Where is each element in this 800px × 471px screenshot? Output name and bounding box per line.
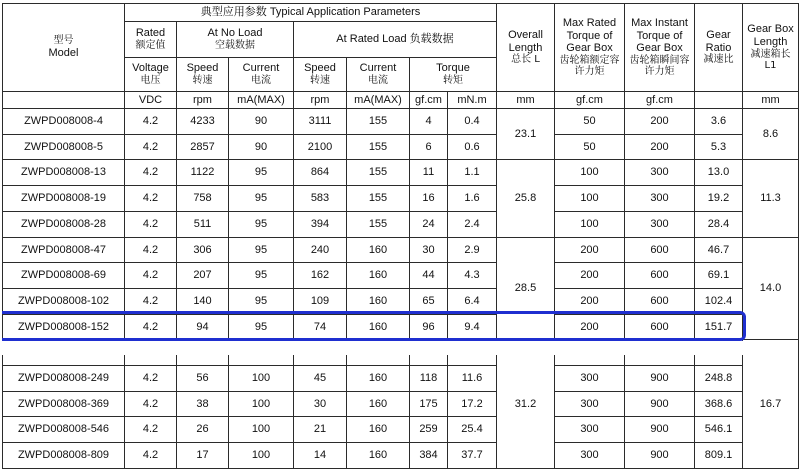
cell-overall-length: 28.5 xyxy=(497,237,555,340)
cell-load-speed: 240 xyxy=(294,237,347,263)
cell-max-rated-torque: 200 xyxy=(555,288,625,314)
cell-load-speed: 162 xyxy=(294,263,347,289)
unit-gear-ratio xyxy=(695,92,743,109)
header-no-load-en: At No Load xyxy=(207,27,263,40)
cell-load-current: 160 xyxy=(347,391,410,417)
header-voltage-en: Voltage xyxy=(132,62,169,75)
cell-load-speed: 45 xyxy=(294,366,347,392)
table-row xyxy=(3,314,799,340)
table-row xyxy=(3,211,799,237)
cell-torque-gfcm: 30 xyxy=(410,237,448,263)
cell-max-instant-torque: 600 xyxy=(625,237,695,263)
cell-gear-ratio: 19.2 xyxy=(695,186,743,212)
cell-voltage: 4.2 xyxy=(125,314,177,340)
unit-noload-speed: rpm xyxy=(177,92,229,109)
cell-voltage: 4.2 xyxy=(125,109,177,135)
units-row xyxy=(3,92,799,109)
cell-gear-ratio: 28.4 xyxy=(695,211,743,237)
cell-max-rated-torque: 100 xyxy=(555,186,625,212)
cell-voltage: 4.2 xyxy=(125,237,177,263)
cell-torque-gfcm: 4 xyxy=(410,109,448,135)
cell-noload-current: 95 xyxy=(229,288,294,314)
cell-load-speed: 30 xyxy=(294,391,347,417)
cell-load-current: 160 xyxy=(347,314,410,340)
cell-noload-speed: 140 xyxy=(177,288,229,314)
cell-load-current: 160 xyxy=(347,237,410,263)
cell-torque-gfcm: 44 xyxy=(410,263,448,289)
cell-max-instant-torque: 900 xyxy=(625,443,695,469)
cell-gear-ratio: 102.4 xyxy=(695,288,743,314)
cell-model: ZWPD008008-47 xyxy=(3,237,125,263)
cell-torque-mnm: 2.4 xyxy=(448,211,497,237)
cell-noload-current: 95 xyxy=(229,263,294,289)
cell-load-speed: 14 xyxy=(294,443,347,469)
cell-voltage: 4.2 xyxy=(125,186,177,212)
cell-max-instant-torque: 300 xyxy=(625,186,695,212)
header-load-current xyxy=(347,58,410,92)
cell-max-instant-torque: 200 xyxy=(625,134,695,160)
cell-torque-gfcm: 16 xyxy=(410,186,448,212)
cell-max-rated-torque: 100 xyxy=(555,160,625,186)
cell-load-current: 160 xyxy=(347,263,410,289)
header-voltage xyxy=(125,58,177,92)
header-max-instant-torque-cn: 齿轮箱瞬间容许力矩 xyxy=(629,54,690,78)
cell-load-speed: 3111 xyxy=(294,109,347,135)
cell-gearbox-length: 8.6 xyxy=(743,109,799,160)
cell-noload-speed: 38 xyxy=(177,391,229,417)
cell-load-speed: 109 xyxy=(294,288,347,314)
header-torque-cn: 转矩 xyxy=(443,75,463,87)
table-row xyxy=(3,263,799,289)
cell-load-current: 155 xyxy=(347,134,410,160)
cell-model: ZWPD008008-102 xyxy=(3,288,125,314)
cell-max-instant-torque: 600 xyxy=(625,314,695,340)
cell-gear-ratio: 3.6 xyxy=(695,109,743,135)
cell-torque-gfcm: 24 xyxy=(410,211,448,237)
cell-max-rated-torque: 50 xyxy=(555,109,625,135)
cell-max-instant-torque: 300 xyxy=(625,160,695,186)
header-voltage-cn: 电压 xyxy=(140,75,161,87)
cell-max-instant-torque: 200 xyxy=(625,109,695,135)
cell-load-speed: 2100 xyxy=(294,134,347,160)
header-rated xyxy=(125,22,177,58)
cell-max-rated-torque: 300 xyxy=(555,417,625,443)
cell-gear-ratio: 151.7 xyxy=(695,314,743,340)
cell-torque-mnm: 25.4 xyxy=(448,417,497,443)
cell-noload-current: 95 xyxy=(229,211,294,237)
header-max-instant-torque xyxy=(625,4,695,92)
cell-torque-gfcm: 175 xyxy=(410,391,448,417)
cell-model: ZWPD008008-4 xyxy=(3,109,125,135)
cell-load-speed: 864 xyxy=(294,160,347,186)
unit-model xyxy=(3,92,125,109)
table-row xyxy=(3,391,799,417)
table-row xyxy=(3,134,799,160)
unit-load-current: mA(MAX) xyxy=(347,92,410,109)
cell-model: ZWPD008008-5 xyxy=(3,134,125,160)
header-overall-length-cn: 总长 L xyxy=(511,54,540,66)
header-rated-load: At Rated Load 负载数据 xyxy=(294,22,497,58)
cell-noload-speed: 26 xyxy=(177,417,229,443)
cell-noload-current: 100 xyxy=(229,366,294,392)
header-noload-current xyxy=(229,58,294,92)
cell-torque-mnm: 37.7 xyxy=(448,443,497,469)
cell-voltage: 4.2 xyxy=(125,134,177,160)
cell-torque-mnm: 17.2 xyxy=(448,391,497,417)
cell-torque-mnm: 9.4 xyxy=(448,314,497,340)
cell-noload-speed: 4233 xyxy=(177,109,229,135)
unit-gearbox-length: mm xyxy=(743,92,799,109)
unit-max-rated-torque: gf.cm xyxy=(555,92,625,109)
cell-max-instant-torque: 900 xyxy=(625,366,695,392)
cell-model: ZWPD008008-69 xyxy=(3,263,125,289)
cell-torque-gfcm: 96 xyxy=(410,314,448,340)
cell-noload-current: 95 xyxy=(229,186,294,212)
cell-noload-current: 90 xyxy=(229,109,294,135)
cell-noload-speed: 758 xyxy=(177,186,229,212)
header-torque xyxy=(410,58,497,92)
cell-model: ZWPD008008-13 xyxy=(3,160,125,186)
unit-load-speed: rpm xyxy=(294,92,347,109)
cell-noload-speed: 2857 xyxy=(177,134,229,160)
cell-load-current: 160 xyxy=(347,366,410,392)
cell-load-speed: 394 xyxy=(294,211,347,237)
cell-noload-speed: 207 xyxy=(177,263,229,289)
cell-gear-ratio: 5.3 xyxy=(695,134,743,160)
cell-max-rated-torque: 200 xyxy=(555,263,625,289)
table-row xyxy=(3,186,799,212)
cell-voltage: 4.2 xyxy=(125,443,177,469)
table-row xyxy=(3,443,799,469)
header-noload-speed-cn: 转速 xyxy=(192,75,213,87)
cell-load-speed: 74 xyxy=(294,314,347,340)
cell-load-speed: 21 xyxy=(294,417,347,443)
header-gearbox-length-en: Gear Box Length xyxy=(747,23,794,48)
cell-gear-ratio: 69.1 xyxy=(695,263,743,289)
cell-noload-current: 95 xyxy=(229,314,294,340)
header-noload-speed-en: Speed xyxy=(186,62,219,75)
header-max-instant-torque-en: Max Instant Torque of Gear Box xyxy=(631,17,688,55)
header-load-speed-en: Speed xyxy=(304,62,336,75)
cell-model: ZWPD008008-19 xyxy=(3,186,125,212)
cell-voltage: 4.2 xyxy=(125,391,177,417)
cell-gear-ratio: 248.8 xyxy=(695,366,743,392)
cell-load-current: 160 xyxy=(347,443,410,469)
cell-max-rated-torque: 200 xyxy=(555,314,625,340)
cell-load-current: 160 xyxy=(347,288,410,314)
unit-voltage: VDC xyxy=(125,92,177,109)
cell-max-rated-torque: 200 xyxy=(555,237,625,263)
cell-torque-mnm: 0.4 xyxy=(448,109,497,135)
cell-load-current: 155 xyxy=(347,160,410,186)
header-load-speed-cn: 转速 xyxy=(310,75,330,87)
cell-gearbox-length: 11.3 xyxy=(743,160,799,237)
cell-model: ZWPD008008-152 xyxy=(3,314,125,340)
cell-torque-mnm: 0.6 xyxy=(448,134,497,160)
cell-max-instant-torque: 600 xyxy=(625,263,695,289)
cell-load-current: 155 xyxy=(347,109,410,135)
cell-max-rated-torque: 100 xyxy=(555,211,625,237)
cell-gearbox-length: 14.0 xyxy=(743,237,799,340)
cell-noload-current: 100 xyxy=(229,443,294,469)
cell-torque-gfcm: 118 xyxy=(410,366,448,392)
cell-gear-ratio: 46.7 xyxy=(695,237,743,263)
header-max-rated-torque xyxy=(555,4,625,92)
header-model-en: Model xyxy=(48,46,79,59)
table-row xyxy=(3,160,799,186)
table-row xyxy=(3,417,799,443)
cell-gear-ratio: 368.6 xyxy=(695,391,743,417)
cell-model: ZWPD008008-809 xyxy=(3,443,125,469)
parameters-table xyxy=(2,3,799,469)
cell-overall-length: 23.1 xyxy=(497,109,555,160)
cell-torque-mnm: 11.6 xyxy=(448,366,497,392)
cell-max-instant-torque: 900 xyxy=(625,391,695,417)
header-gearbox-length xyxy=(743,4,799,92)
header-torque-en: Torque xyxy=(436,62,470,75)
cell-max-instant-torque: 600 xyxy=(625,288,695,314)
cell-noload-speed: 1122 xyxy=(177,160,229,186)
cell-noload-current: 95 xyxy=(229,160,294,186)
header-overall-length xyxy=(497,4,555,92)
header-noload-current-en: Current xyxy=(242,62,280,75)
cell-torque-gfcm: 259 xyxy=(410,417,448,443)
table-row xyxy=(3,237,799,263)
cell-torque-gfcm: 65 xyxy=(410,288,448,314)
cell-max-instant-torque: 300 xyxy=(625,211,695,237)
cell-torque-mnm: 4.3 xyxy=(448,263,497,289)
cell-noload-speed: 17 xyxy=(177,443,229,469)
cell-voltage: 4.2 xyxy=(125,160,177,186)
header-no-load xyxy=(177,22,294,58)
cell-gearbox-length: 16.7 xyxy=(743,340,799,469)
occluded-row-fragment xyxy=(2,341,746,355)
header-load-speed xyxy=(294,58,347,92)
cell-torque-gfcm: 11 xyxy=(410,160,448,186)
header-load-current-cn: 电流 xyxy=(368,75,388,87)
cell-max-rated-torque: 300 xyxy=(555,366,625,392)
header-gear-ratio-en: Gear Ratio xyxy=(705,29,732,54)
header-noload-current-cn: 电流 xyxy=(251,75,271,87)
header-gear-ratio xyxy=(695,4,743,92)
header-typical-params: 典型应用参数 Typical Application Parameters xyxy=(125,4,497,22)
cell-voltage: 4.2 xyxy=(125,366,177,392)
header-model xyxy=(3,4,125,92)
header-no-load-cn: 空载数据 xyxy=(215,40,255,52)
cell-gear-ratio: 13.0 xyxy=(695,160,743,186)
cell-torque-mnm: 1.1 xyxy=(448,160,497,186)
cell-noload-current: 90 xyxy=(229,134,294,160)
cell-load-current: 155 xyxy=(347,211,410,237)
cell-load-speed: 583 xyxy=(294,186,347,212)
table-row xyxy=(3,109,799,135)
table-row xyxy=(3,366,799,392)
cell-model: ZWPD008008-369 xyxy=(3,391,125,417)
header-max-rated-torque-en: Max Rated Torque of Gear Box xyxy=(562,17,617,55)
header-gearbox-length-cn: 减速箱长 L1 xyxy=(750,48,791,72)
cell-gear-ratio: 546.1 xyxy=(695,417,743,443)
unit-noload-current: mA(MAX) xyxy=(229,92,294,109)
cell-noload-speed: 94 xyxy=(177,314,229,340)
header-rated-en: Rated xyxy=(135,27,166,40)
cell-model: ZWPD008008-28 xyxy=(3,211,125,237)
header-load-current-en: Current xyxy=(359,62,397,75)
cell-noload-current: 95 xyxy=(229,237,294,263)
header-gear-ratio-cn: 减速比 xyxy=(703,54,734,66)
cell-model: ZWPD008008-546 xyxy=(3,417,125,443)
cell-overall-length: 31.2 xyxy=(497,340,555,469)
unit-max-instant-torque: gf.cm xyxy=(625,92,695,109)
unit-torque-mnm: mN.m xyxy=(448,92,497,109)
cell-load-current: 160 xyxy=(347,417,410,443)
cell-voltage: 4.2 xyxy=(125,211,177,237)
header-max-rated-torque-cn: 齿轮箱额定容许力矩 xyxy=(559,54,620,78)
header-overall-length-en: Overall Length xyxy=(508,29,543,54)
cell-noload-speed: 306 xyxy=(177,237,229,263)
unit-overall-length: mm xyxy=(497,92,555,109)
cell-gear-ratio: 809.1 xyxy=(695,443,743,469)
cell-noload-current: 100 xyxy=(229,417,294,443)
cell-torque-mnm: 1.6 xyxy=(448,186,497,212)
cell-model: ZWPD008008-249 xyxy=(3,366,125,392)
cell-max-rated-torque: 50 xyxy=(555,134,625,160)
cell-torque-mnm: 6.4 xyxy=(448,288,497,314)
cell-voltage: 4.2 xyxy=(125,288,177,314)
header-model-cn: 型号 xyxy=(53,35,74,47)
cell-voltage: 4.2 xyxy=(125,263,177,289)
header-noload-speed xyxy=(177,58,229,92)
header-rated-cn: 额定值 xyxy=(135,40,166,52)
table-row xyxy=(3,288,799,314)
cell-torque-gfcm: 6 xyxy=(410,134,448,160)
cell-max-rated-torque: 300 xyxy=(555,443,625,469)
cell-torque-gfcm: 384 xyxy=(410,443,448,469)
cell-overall-length: 25.8 xyxy=(497,160,555,237)
cell-noload-speed: 511 xyxy=(177,211,229,237)
cell-noload-speed: 56 xyxy=(177,366,229,392)
cell-voltage: 4.2 xyxy=(125,417,177,443)
table-body xyxy=(3,109,799,469)
cell-noload-current: 100 xyxy=(229,391,294,417)
unit-torque-gfcm: gf.cm xyxy=(410,92,448,109)
cell-torque-mnm: 2.9 xyxy=(448,237,497,263)
cell-max-rated-torque: 300 xyxy=(555,391,625,417)
cell-load-current: 155 xyxy=(347,186,410,212)
cell-max-instant-torque: 900 xyxy=(625,417,695,443)
